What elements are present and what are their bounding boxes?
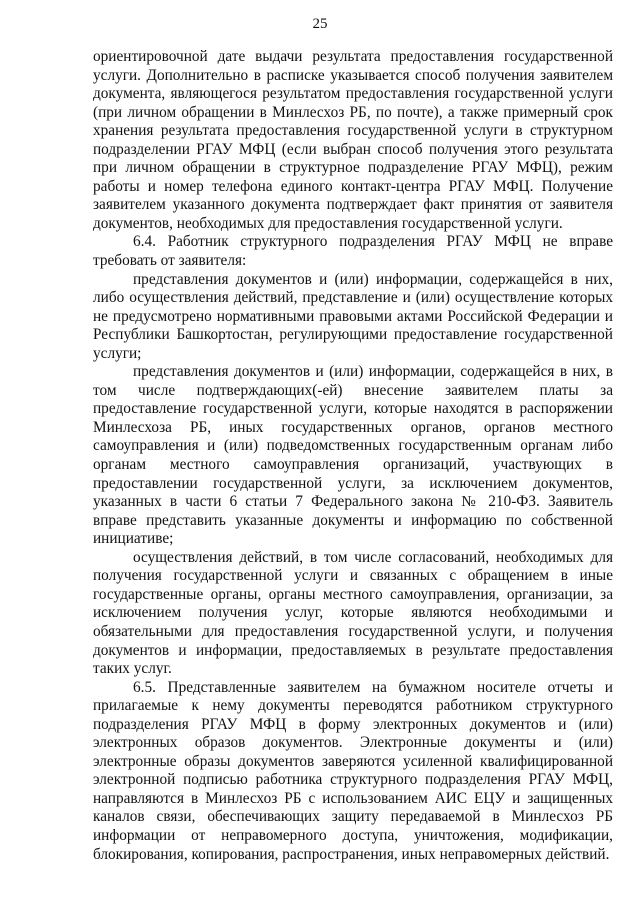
list-item-actions: осуществления действий, в том числе согласований, необходимых для получения государственной услуги и связанных с обращением в иные государственные органы, органы местного самоуправления, организации, за исключением получения услуг, которые являются необходимыми и обязательными для предоставления государственной услуги, и получения документов и информации, предоставляемых в результате предоставления таких услуг. bbox=[93, 548, 613, 678]
page-body bbox=[93, 48, 613, 864]
list-item-documents-in-possession: представления документов и (или) информации, содержащейся в них, в том числе подтверждающих(-ей) внесение заявителем платы за предоставление государственной услуги, которые находятся в распоряжении Минлесхоза РБ, иных государственных органов, органов местного самоуправления и (или) подведомственных государственным органам либо органам местного самоуправления организаций, участвующих в предоставлении государственной услуги, за исключением документов, указанных в части 6 статьи 7 Федерального закона № 210-ФЗ. Заявитель вправе представить указанные документы и информацию по собственной инициативе; bbox=[93, 363, 613, 548]
paragraph-6-4: 6.4. Работник структурного подразделения РГАУ МФЦ не вправе требовать от заявителя: bbox=[93, 233, 613, 270]
paragraph-continuation: ориентировочной дате выдачи результата предоставления государственной услуги. Дополнительно в расписке указывается способ получения заявителем документа, являющегося результатом предоставления государственной услуги (при личном обращении в Минлесхоз РБ, по почте), а также примерный срок хранения результата предоставления государственной услуги в структурном подразделении РГАУ МФЦ (если выбран способ получения этого результата при личном обращении в структурное подразделение РГАУ МФЦ), режим работы и номер телефона единого контакт-центра РГАУ МФЦ. Получение заявителем указанного документа подтверждает факт принятия от заявителя документов, необходимых для предоставления государственной услуги. bbox=[93, 48, 613, 232]
page-number: 25 bbox=[312, 16, 328, 32]
paragraph-6-5: 6.5. Представленные заявителем на бумажном носителе отчеты и прилагаемые к нему документы переводятся работником структурного подразделения РГАУ МФЦ в форму электронных документов и (или) электронных образов документов. Электронные документы и (или) электронные образы документов заверяются усиленной квалифицированной электронной подписью работника структурного подразделения РГАУ МФЦ, направляются в Минлесхоз РБ с использованием АИС ЕЦУ и защищенных каналов связи, обеспечивающих защиту передаваемой в Минлесхоз РБ информации от неправомерного доступа, уничтожения, модификации, блокирования, копирования, распространения, иных неправомерных действий. bbox=[93, 678, 613, 863]
list-item-documents-not-required: представления документов и (или) информации, содержащейся в них, либо осуществления действий, представление и (или) осуществление которых не предусмотрено нормативными правовыми актами Российской Федерации и Республики Башкортостан, регулирующими предоставление государственной услуги; bbox=[93, 270, 613, 362]
